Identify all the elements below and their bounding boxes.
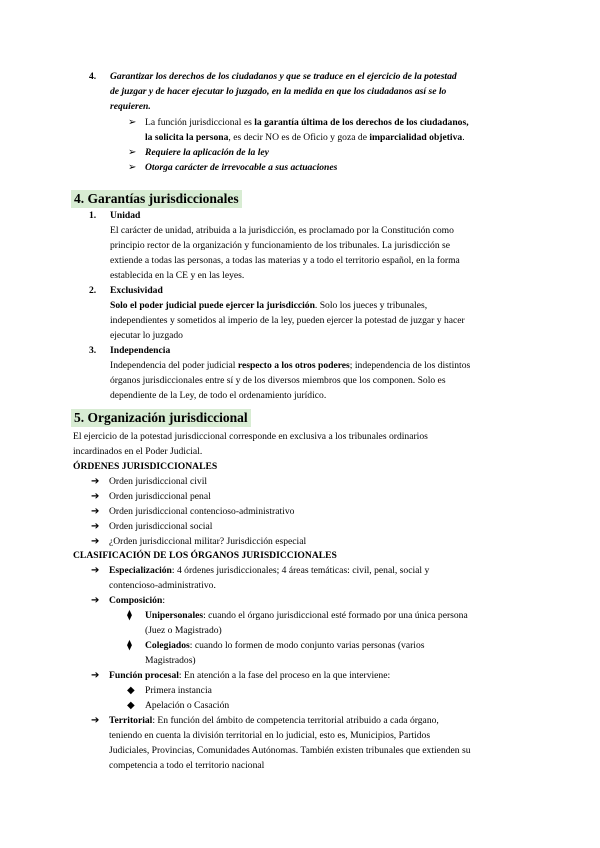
text-run: : En función del ámbito de competencia territorial atribuido a cada órgano, bbox=[152, 715, 439, 726]
arrow-bullet-icon: ➔ bbox=[91, 491, 100, 502]
arrow-bullet-icon: ➔ bbox=[91, 536, 100, 547]
bullet-line bbox=[145, 116, 469, 131]
item4-line: de juzgar y de hacer ejecutar lo juzgado, en la medida en que los ciudadanos así se lo bbox=[110, 86, 447, 97]
diamond-bullet-icon: ⧫ bbox=[127, 640, 132, 651]
sub-item-line bbox=[145, 639, 425, 654]
text-run: Primera instancia bbox=[145, 685, 212, 696]
bold-text: Especialización bbox=[109, 565, 172, 576]
text-run: extiende a todas las personas, a todas las materias y a todo el territorio español, en la forma bbox=[110, 255, 460, 266]
arrow-bullet-icon: ➔ bbox=[91, 565, 100, 576]
subsection-title: CLASIFICACIÓN DE LOS ÓRGANOS JURISDICCIONALES bbox=[73, 550, 337, 561]
text-run: . Solo los jueces y tribunales, bbox=[314, 300, 428, 311]
section-heading: 5. Organización jurisdiccional bbox=[71, 409, 251, 427]
bold-text: Composición bbox=[109, 595, 163, 606]
list-item: Orden jurisdiccional contencioso-administrativo bbox=[109, 506, 295, 517]
text-run: dependiente de la Ley, de todo el ordenamiento jurídico. bbox=[110, 390, 327, 401]
text-run: (Juez o Magistrado) bbox=[145, 625, 222, 636]
bold-text: Colegiados bbox=[145, 640, 190, 651]
arrow-bullet-icon: ➔ bbox=[91, 521, 100, 532]
text-run: Apelación o Casación bbox=[145, 700, 230, 711]
list-item-line bbox=[109, 759, 264, 774]
arrowhead-bullet-icon: ➢ bbox=[128, 117, 137, 128]
bold-text: la solicita la persona bbox=[145, 132, 229, 143]
text-run: : cuando el órgano jurisdiccional esté formado por una única persona bbox=[203, 610, 468, 621]
item4-line: Garantizar los derechos de los ciudadanos y que se traduce en el ejercicio de la potestad bbox=[110, 71, 457, 82]
text-run: : cuando lo formen de modo conjunto varias personas (varios bbox=[189, 640, 425, 651]
list-item-line bbox=[109, 564, 429, 579]
arrowhead-bullet-icon: ➢ bbox=[128, 147, 137, 158]
paragraph-line bbox=[110, 374, 446, 389]
paragraph-line bbox=[110, 389, 326, 404]
item-number: 4. bbox=[89, 71, 97, 82]
text-run: : 4 órdenes jurisdiccionales; 4 áreas temáticas: civil, penal, social y bbox=[171, 565, 430, 576]
text-run: ejecutar lo juzgado bbox=[110, 330, 183, 341]
bullet-line: Requiere la aplicación de la ley bbox=[145, 147, 269, 158]
text-run: órganos jurisdiccionales entre sí y de los diversos miembros que los componen. Solo es bbox=[110, 375, 446, 386]
paragraph-line bbox=[110, 224, 454, 239]
bold-text: Función procesal bbox=[109, 670, 179, 681]
text-run: La función jurisdiccional es bbox=[145, 117, 255, 128]
text-run: : En atención a la fase del proceso en la que interviene: bbox=[178, 670, 391, 681]
bold-text: Territorial bbox=[109, 715, 153, 726]
text-run: Judiciales, Provincias, Comunidades Autónomas. También existen tribunales que extienden su bbox=[109, 745, 471, 756]
sub-item-line bbox=[145, 624, 222, 639]
diamond-bullet-icon: ◆ bbox=[127, 700, 135, 711]
sub-item-line bbox=[145, 699, 229, 714]
paragraph-line bbox=[110, 359, 470, 374]
text-run: establecida en la CE y en las leyes. bbox=[110, 270, 245, 281]
text-run: independientes y sometidos al imperio de la ley, pueden ejercer la potestad de juzgar y hacer bbox=[110, 315, 465, 326]
list-item-line bbox=[109, 594, 165, 609]
bold-text: la garantía última de los derechos de los ciudadanos, bbox=[254, 117, 469, 128]
section-heading: 4. Garantías jurisdiccionales bbox=[71, 190, 242, 208]
text-run: competencia a todo el territorio nacional bbox=[109, 760, 265, 771]
arrow-bullet-icon: ➔ bbox=[91, 506, 100, 517]
arrowhead-bullet-icon: ➢ bbox=[128, 162, 137, 173]
list-item: Orden jurisdiccional social bbox=[109, 521, 213, 532]
bold-text: imparcialidad objetiva bbox=[369, 132, 463, 143]
arrow-bullet-icon: ➔ bbox=[91, 595, 100, 606]
arrow-bullet-icon: ➔ bbox=[91, 670, 100, 681]
text-run: Independencia del poder judicial bbox=[110, 360, 238, 371]
text-run: : bbox=[162, 595, 165, 606]
paragraph-line bbox=[110, 239, 450, 254]
list-item: ¿Orden jurisdiccional militar? Jurisdicción especial bbox=[109, 536, 307, 547]
subsection-title: ÓRDENES JURISDICCIONALES bbox=[73, 461, 218, 472]
list-item: Orden jurisdiccional civil bbox=[109, 476, 208, 487]
item-title: Unidad bbox=[110, 210, 141, 221]
text-run: El carácter de unidad, atribuida a la jurisdicción, es proclamado por la Constitución como bbox=[110, 225, 454, 236]
list-item-line bbox=[109, 729, 430, 744]
list-item-line bbox=[109, 579, 216, 594]
arrow-bullet-icon: ➔ bbox=[91, 476, 100, 487]
paragraph-line: El ejercicio de la potestad jurisdiccional corresponde en exclusiva a los tribunales ordinarios bbox=[73, 431, 428, 442]
paragraph-line bbox=[110, 269, 244, 284]
paragraph-line bbox=[110, 329, 183, 344]
bullet-line: Otorga carácter de irrevocable a sus actuaciones bbox=[145, 162, 338, 173]
paragraph-line bbox=[110, 314, 465, 329]
bullet-line bbox=[145, 131, 465, 146]
list-item-line bbox=[109, 714, 439, 729]
arrow-bullet-icon: ➔ bbox=[91, 715, 100, 726]
diamond-bullet-icon: ⧫ bbox=[127, 610, 132, 621]
text-run: principio rector de la organización y funcionamiento de los tribunales. La jurisdicción se bbox=[110, 240, 451, 251]
sub-item-line bbox=[145, 654, 196, 669]
sub-item-line bbox=[145, 684, 212, 699]
text-run: Magistrados) bbox=[145, 655, 196, 666]
item-title: Independencia bbox=[110, 345, 171, 356]
paragraph-line: incardinados en el Poder Judicial. bbox=[73, 446, 203, 457]
sub-item-line bbox=[145, 609, 468, 624]
list-item: Orden jurisdiccional penal bbox=[109, 491, 211, 502]
item-number: 2. bbox=[89, 285, 97, 296]
paragraph-line bbox=[110, 299, 427, 314]
text-run: contencioso-administrativo. bbox=[109, 580, 216, 591]
bold-text: Unipersonales bbox=[145, 610, 204, 621]
text-run: . bbox=[462, 132, 465, 143]
item-number: 1. bbox=[89, 210, 97, 221]
text-run: ; independencia de los distintos bbox=[349, 360, 471, 371]
text-run: , es decir NO es de Oficio y goza de bbox=[228, 132, 370, 143]
item-title: Exclusividad bbox=[110, 285, 163, 296]
item4-line: requieren. bbox=[110, 101, 151, 112]
item-number: 3. bbox=[89, 345, 97, 356]
paragraph-line bbox=[110, 254, 460, 269]
list-item-line bbox=[109, 669, 390, 684]
diamond-bullet-icon: ◆ bbox=[127, 685, 135, 696]
list-item-line bbox=[109, 744, 471, 759]
bold-text: respecto a los otros poderes bbox=[237, 360, 350, 371]
bold-text: Solo el poder judicial puede ejercer la jurisdicción bbox=[110, 300, 315, 311]
text-run: teniendo en cuenta la división territorial en lo judicial, esto es, Municipios, Partidos bbox=[109, 730, 431, 741]
